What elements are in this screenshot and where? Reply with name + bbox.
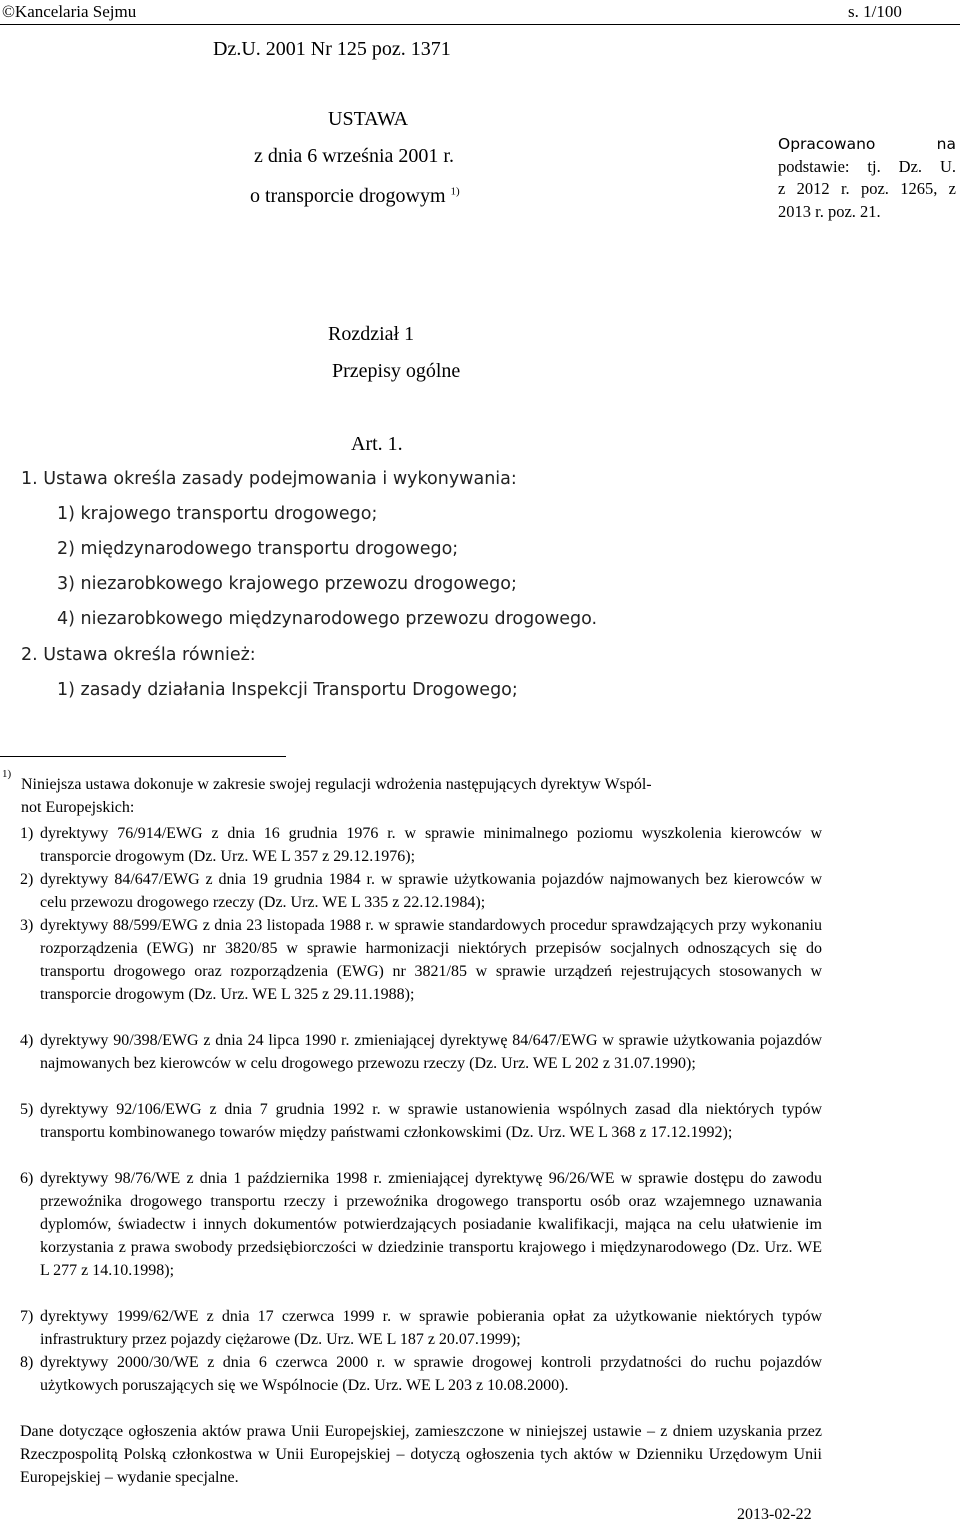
footnote-item	[20, 1029, 822, 1075]
header-source: ©Kancelaria Sejmu	[2, 2, 137, 21]
doc-subject	[250, 185, 460, 208]
header-page-number: s. 1/100	[848, 2, 902, 21]
footnote-item-number: 6)	[20, 1170, 34, 1187]
side-note-line: 2013 r. poz. 21.	[778, 201, 881, 221]
footnote-item-text: dyrektywy 2000/30/WE z dnia 6 czerwca 2000 r. w sprawie drogowej kontroli przydatności do ruchu pojazdów użytkowych poruszających się we Wspólnocie (Dz. Urz. WE L 203 z 10.08.2000).	[40, 1354, 822, 1394]
footnote-item	[20, 1351, 822, 1397]
footnote-item-number: 5)	[20, 1101, 34, 1118]
footnote-item-text: dyrektywy 1999/62/WE z dnia 17 czerwca 1999 r. w sprawie pobierania opłat za użytkowanie niektórych typów infrastruktury przez pojazdy ciężarowe (Dz. Urz. WE L 187 z 20.07.1999);	[40, 1308, 822, 1348]
chapter-label: Rozdział 1	[328, 323, 415, 345]
header-rule	[0, 24, 960, 25]
footnote-item-text: dyrektywy 98/76/WE z dnia 1 października 1998 r. zmieniającej dyrektywę 96/26/WE w sprawie dostępu do zawodu przewoźnika drogowego transportu rzeczy i przewoźnika drogowego transportu osób oraz wzajemnego uznawania dyplomów, świadectw i innych dokumentów potwierdzających posiadanie kwalifikacji, mająca na celu ułatwienie im korzystania z prawa swobody przedsiębiorczości w dziedzinie transportu krajowego i międzynarodowego (Dz. Urz. WE L 277 z 14.10.1998);	[40, 1170, 822, 1279]
footnote-item-text: dyrektywy 90/398/EWG z dnia 24 lipca 1990 r. zmieniającej dyrektywę 84/647/EWG w sprawie użytkowania pojazdów najmowanych bez kierowców w celu drogowego przewozu rzeczy (Dz. Urz. WE L 202 z 31.07.1990);	[40, 1032, 822, 1072]
footnote-item-text: dyrektywy 84/647/EWG z dnia 19 grudnia 1984 r. w sprawie użytkowania pojazdów najmowanych bez kierowców w celu przewozu drogowego rzeczy (Dz. Urz. WE L 335 z 22.12.1984);	[40, 871, 822, 911]
article-paragraph-1: 1. Ustawa określa zasady podejmowania i wykonywania:	[21, 469, 517, 489]
article-paragraph-2: 2. Ustawa określa również:	[21, 645, 256, 665]
footnote-item-number: 8)	[20, 1354, 34, 1371]
footnote-item-text: dyrektywy 76/914/EWG z dnia 16 grudnia 1976 r. w sprawie minimalnego poziomu wyszkolenia kierowców w transporcie drogowym (Dz. Urz. WE L 357 z 29.12.1976);	[40, 825, 822, 865]
footnote-closing: Dane dotyczące ogłoszenia aktów prawa Unii Europejskiej, zamieszczone w niniejszej ustawie – z dniem uzyskania przez Rzeczpospolitą Polską członkostwa w Unii Europejskiej – dotyczą ogłoszenia tych aktów w Dzienniku Urzędowym Unii Europejskiej – wydanie specjalne.	[20, 1423, 822, 1486]
side-note-line: z 2012 r. poz. 1265, z	[778, 179, 956, 198]
article-item: 2) międzynarodowego transportu drogowego;	[57, 539, 459, 559]
footnote-item	[20, 914, 822, 1006]
doc-subject-text: o transporcie drogowym	[250, 185, 446, 207]
footnote-rule	[0, 756, 286, 757]
footnote-item-number: 7)	[20, 1308, 34, 1325]
footnote-item-number: 3)	[20, 917, 34, 934]
footnote-item	[20, 822, 822, 868]
side-note-line: podstawie: tj. Dz. U.	[778, 156, 956, 176]
doc-subject-footnote-marker: 1)	[450, 185, 460, 198]
footnote-item	[20, 868, 822, 914]
article-item: 1) zasady działania Inspekcji Transportu Drogowego;	[57, 680, 518, 700]
footer-date: 2013-02-22	[737, 1506, 812, 1523]
footnote-item-text: dyrektywy 92/106/EWG z dnia 7 grudnia 1992 r. w sprawie ustanowienia wspólnych zasad dla niektórych typów transportu kombinowanego towarów między państwami członkowskimi (Dz. Urz. WE L 368 z 17.12.1992);	[40, 1101, 822, 1141]
footnote-item-text: dyrektywy 88/599/EWG z dnia 23 listopada 1988 r. w sprawie standardowych procedur sprawdzających przy wykonaniu rozporządzenia (EWG) nr 3820/85 w sprawie harmonizacji niektórych przepisów socjalnych odnoszących się do transportu drogowego oraz rozporządzenia (EWG) nr 3821/85 w sprawie urządzeń rejestrujących stosowanych w transporcie drogowym (Dz. Urz. WE L 325 z 29.11.1988);	[40, 917, 822, 1003]
doc-reference: Dz.U. 2001 Nr 125 poz. 1371	[213, 38, 451, 60]
side-note-line: Opracowano na	[778, 135, 956, 153]
article-item: 3) niezarobkowego krajowego przewozu drogowego;	[57, 574, 517, 594]
footnote-item-number: 1)	[20, 825, 34, 842]
doc-date: z dnia 6 września 2001 r.	[254, 145, 454, 167]
article-item: 4) niezarobkowego międzynarodowego przewozu drogowego.	[57, 609, 598, 629]
footnote-marker: 1)	[2, 768, 12, 780]
side-note	[778, 133, 956, 223]
footnote-intro-line: not Europejskich:	[21, 799, 135, 816]
footnote-item	[20, 1167, 822, 1282]
article-label: Art. 1.	[351, 433, 403, 455]
footnote-item	[20, 1305, 822, 1351]
article-item: 1) krajowego transportu drogowego;	[57, 504, 378, 524]
footnote-item-number: 4)	[20, 1032, 34, 1049]
doc-type: USTAWA	[328, 108, 409, 130]
chapter-name: Przepisy ogólne	[332, 360, 461, 382]
footnote-item-number: 2)	[20, 871, 34, 888]
footnote-item	[20, 1098, 822, 1144]
footnote-intro-line: Niniejsza ustawa dokonuje w zakresie swojej regulacji wdrożenia następujących dyrektyw Wspól-	[21, 776, 652, 793]
